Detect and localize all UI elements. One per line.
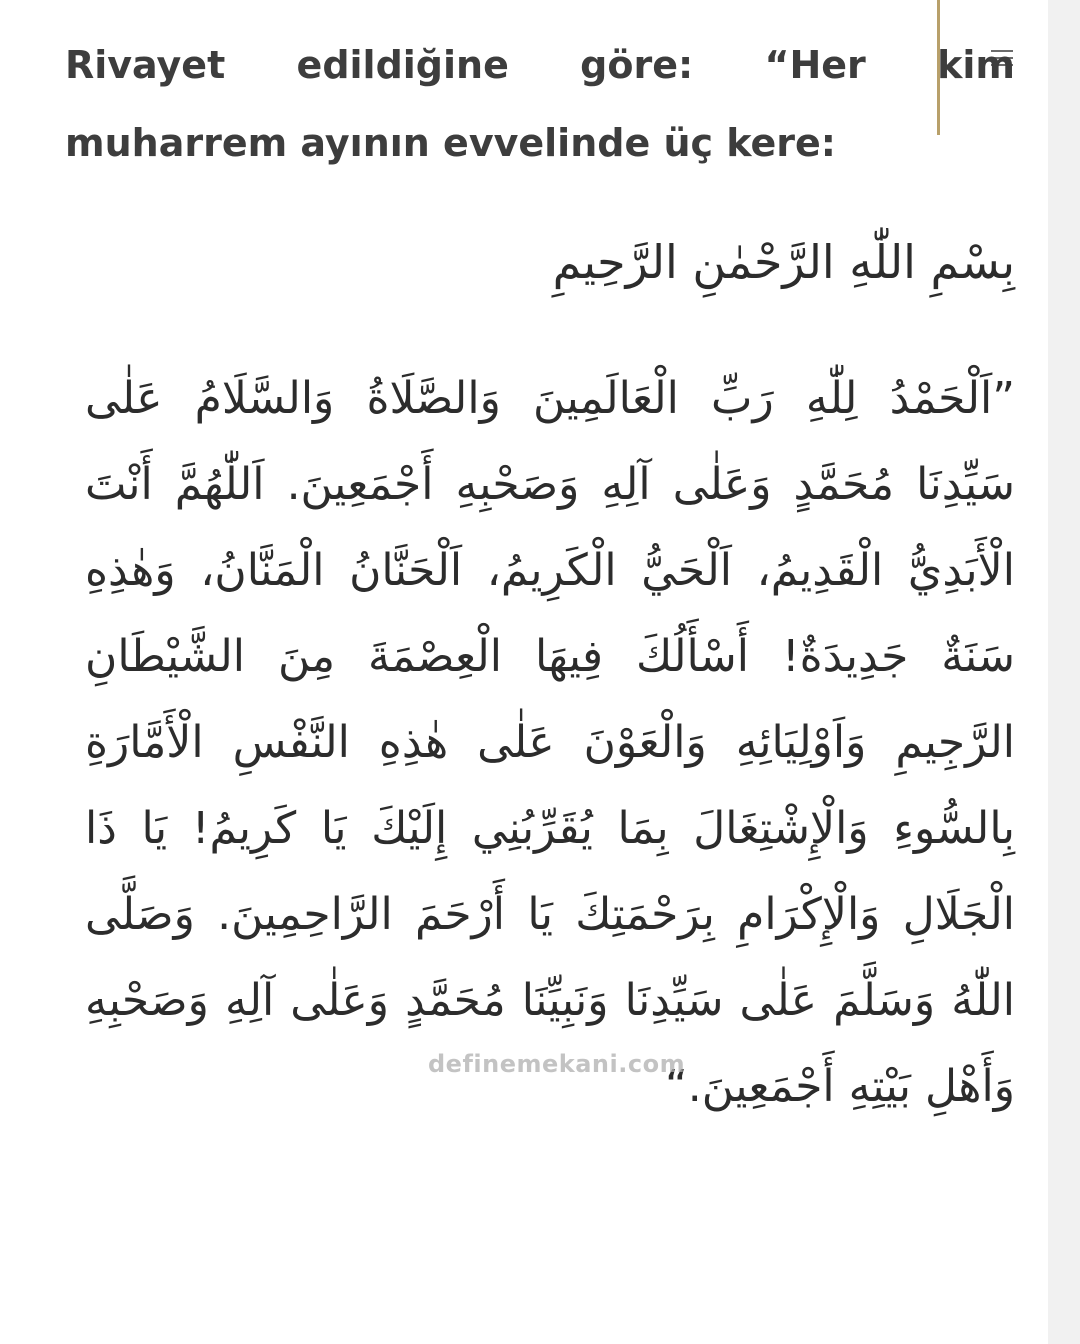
dua-text: ”اَلْحَمْدُ لِلّٰهِ رَبِّ الْعَالَمِينَ وَالصَّلَاةُ وَالسَّلَامُ عَلٰى سَيِّدِنَا مُحَمَّدٍ وَعَلٰى آلِهِ وَصَحْبِهِ أَجْمَعِينَ. اَللّٰهُمَّ أَنْتَ الْأَبَدِيُّ الْقَدِيمُ، اَلْحَيُّ الْكَرِيمُ، اَلْحَنَّانُ الْمَنَّانُ، وَهٰذِهِ سَنَةٌ جَدِيدَةٌ! أَسْأَلُكَ فِيهَا الْعِصْمَةَ مِنَ الشَّيْطَانِ الرَّجِيمِ وَاَوْلِيَائِهِ وَالْعَوْنَ عَلٰى هٰذِهِ النَّفْسِ الْأَمَّارَةِ بِالسُّوءِ وَالْإِشْتِغَالَ بِمَا يُقَرِّبُنِي إِلَيْكَ يَا كَرِيمُ! يَا ذَا الْجَلَالِ وَالْإِكْرَامِ بِرَحْمَتِكَ يَا أَرْحَمَ الرَّاحِمِينَ. وَصَلَّى اللّٰهُ وَسَلَّمَ عَلٰى سَيِّدِنَا وَنَبِيِّنَا مُحَمَّدٍ وَعَلٰى آلِهِ وَصَحْبِهِ وَأَهْلِ بَيْتِهِ أَجْمَعِينَ.“ [85, 373, 1015, 1112]
basmala-heading: بِسْمِ اللّٰهِ الرَّحْمٰنِ الرَّحِيمِ [552, 235, 1015, 289]
watermark: definemekani.com [428, 1050, 686, 1078]
scroll-rail[interactable] [1048, 0, 1080, 1344]
intro-paragraph: Rivayet edildiğine göre: “Her kim muharrem ayının evvelinde üç kere: [65, 43, 1015, 165]
